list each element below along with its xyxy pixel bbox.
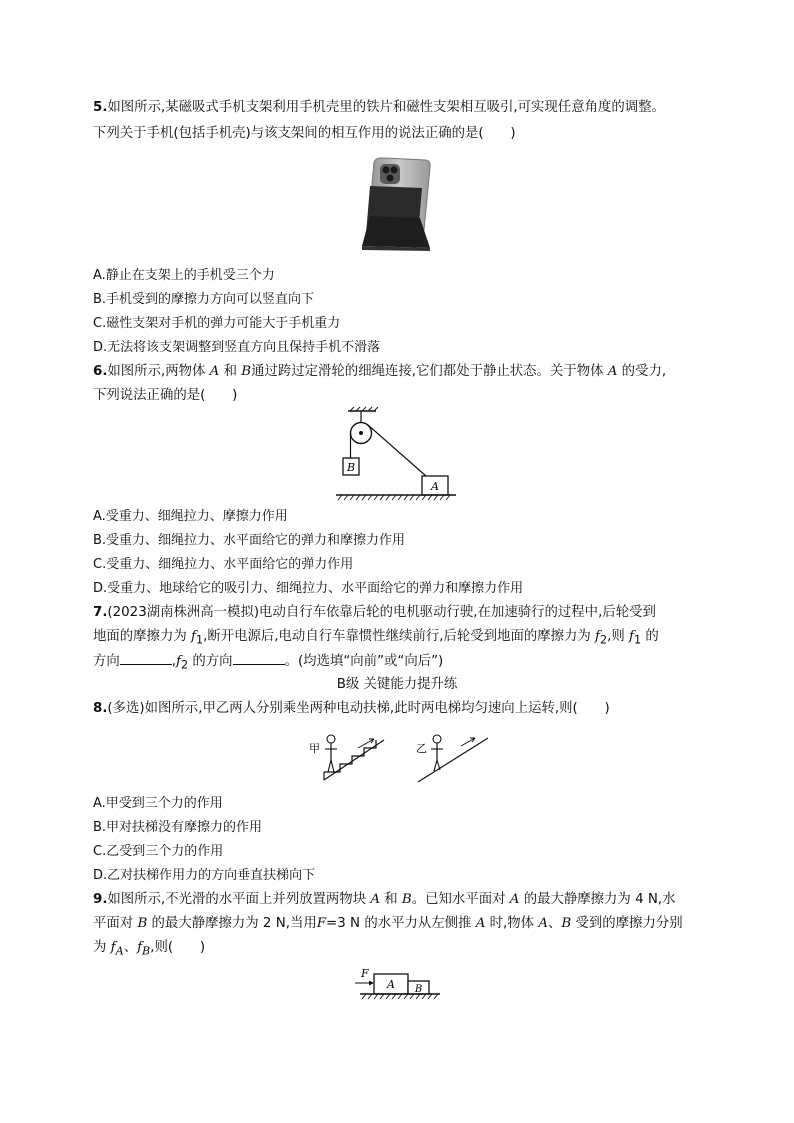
q6-option-c: C.受重力、细绳拉力、水平面给它的弹力作用 — [93, 557, 354, 572]
escalator-label-yi: 乙 — [416, 742, 427, 755]
q6-text-d: 的受力, — [617, 364, 667, 379]
q7-f1-sub: 1 — [195, 633, 204, 647]
q7-stem-line1 — [93, 603, 656, 623]
q6-option-a: A.受重力、细绳拉力、摩擦力作用 — [93, 509, 288, 524]
q9-text-2e: 、 — [548, 916, 562, 931]
q5-option-a: A.静止在支架上的手机受三个力 — [93, 268, 275, 283]
q7-f1b: f — [629, 629, 634, 644]
blocks-figure — [352, 966, 444, 1002]
q9-text-1a: 如图所示,不光滑的水平面上并列放置两物块 — [107, 892, 371, 907]
q5-text-1: 如图所示,某磁吸式手机支架利用手机壳里的铁片和磁性支架相互吸引,可实现任意角度的调整。 — [107, 100, 665, 115]
escalator-figure — [306, 728, 492, 784]
q5-option-b: B.手机受到的摩擦力方向可以竖直向下 — [93, 292, 315, 307]
q6-text-a: 如图所示,两物体 — [107, 364, 210, 379]
q6-text-c: 通过跨过定滑轮的细绳连接,它们都处于静止状态。关于物体 — [251, 364, 608, 379]
q9-text-3a: 为 — [93, 940, 111, 955]
q7-text-2b: ,断开电源后,电动自行车靠惯性继续前行,后轮受到地面的摩擦力为 — [203, 629, 596, 644]
q7-text-3c: 的方向 — [188, 654, 233, 669]
q7-f2: f — [595, 629, 601, 644]
q9-text-2c: =3 N 的水平力从左侧推 — [326, 916, 476, 931]
q9-var-a2: A — [509, 892, 520, 907]
q6-option-d: D.受重力、地球给它的吸引力、细绳拉力、水平面给它的弹力和摩擦力作用 — [93, 581, 524, 596]
q9-fa-sub: A — [115, 944, 124, 958]
q9-var-b3: B — [561, 916, 572, 931]
q9-stem-line2 — [93, 914, 683, 934]
q7-f2b: f — [176, 654, 182, 669]
blocks-label-f: F — [361, 967, 369, 980]
q9-stem-line1 — [93, 890, 676, 910]
q9-fb: f — [137, 940, 143, 955]
q7-f1b-sub: 1 — [634, 633, 642, 647]
q9-text-3b: 、 — [123, 940, 138, 955]
q9-text-2b: 的最大静摩擦力为 2 N,当用 — [147, 916, 317, 931]
pulley-label-a: A — [431, 480, 439, 493]
q7-stem-line3 — [93, 651, 443, 676]
blocks-label-a: A — [387, 978, 395, 991]
q7-text-2c: ,则 — [607, 629, 630, 644]
phone-holder-figure — [358, 156, 434, 252]
q8-option-a: A.甲受到三个力的作用 — [93, 796, 223, 811]
q8-option-d: D.乙对扶梯作用力的方向垂直扶梯向下 — [93, 868, 316, 883]
blocks-label-b: B — [414, 984, 423, 995]
q9-text-1d: 的最大静摩擦力为 4 N,水 — [519, 892, 676, 907]
q9-var-a3: A — [475, 916, 486, 931]
q7-text-1: (2023湖南株洲高一模拟)电动自行车依靠后轮的电机驱动行驶,在加速骑行的过程中,后轮受到 — [107, 605, 656, 620]
q6-var-b: B — [241, 364, 252, 379]
q7-f1: f — [191, 629, 196, 644]
q7-f2b-sub: 2 — [181, 658, 189, 672]
q9-text-2d: 时,物体 — [485, 916, 539, 931]
q7-blank-1[interactable] — [120, 651, 172, 665]
q5-number: 5. — [93, 100, 108, 115]
q6-var-a: A — [209, 364, 220, 379]
q6-stem-line1 — [93, 362, 666, 382]
q7-number: 7. — [93, 605, 108, 620]
q9-text-1c: 。已知水平面对 — [411, 892, 510, 907]
q9-text-2a: 平面对 — [93, 916, 138, 931]
q9-text-1b: 和 — [380, 892, 402, 907]
q8-text-1: (多选)如图所示,甲乙两人分别乘坐两种电动扶梯,此时两电梯均匀速向上运转,则( ) — [107, 701, 610, 716]
q6-text-b: 和 — [219, 364, 242, 379]
q7-text-2d: 的 — [641, 629, 659, 644]
q9-fa: f — [110, 940, 116, 955]
pulley-label-b: B — [346, 461, 356, 474]
section-b-heading: B级 关键能力提升练 — [336, 677, 458, 692]
q7-text-2a: 地面的摩擦力为 — [93, 629, 191, 644]
q6-stem-line2: 下列说法正确的是( ) — [93, 388, 238, 403]
escalator-label-jia: 甲 — [309, 742, 320, 755]
q8-option-c: C.乙受到三个力的作用 — [93, 844, 224, 859]
q9-text-3c: ,则( ) — [150, 940, 206, 955]
q9-var-b2: B — [137, 916, 148, 931]
q5-option-d: D.无法将该支架调整到竖直方向且保持手机不滑落 — [93, 340, 381, 355]
q9-var-a4: A — [538, 916, 548, 931]
q8-number: 8. — [93, 701, 108, 716]
q5-stem-line1 — [93, 98, 665, 118]
q7-stem-line2 — [93, 627, 659, 651]
q9-text-2f: 受到的摩擦力分别 — [571, 916, 683, 931]
q7-text-3d: 。(均选填“向前”或“向后”) — [284, 654, 444, 669]
pulley-figure — [334, 406, 464, 506]
q8-option-b: B.甲对扶梯没有摩擦力的作用 — [93, 820, 263, 835]
q9-fb-sub: B — [142, 944, 151, 958]
q9-var-f: F — [316, 916, 327, 931]
q9-number: 9. — [93, 892, 108, 907]
q8-stem-line1 — [93, 699, 610, 719]
q7-text-3b: , — [171, 654, 177, 669]
q5-option-c: C.磁性支架对手机的弹力可能大于手机重力 — [93, 316, 341, 331]
q6-number: 6. — [93, 364, 108, 379]
q6-var-a2: A — [607, 364, 618, 379]
q9-var-a: A — [370, 892, 381, 907]
q7-blank-2[interactable] — [233, 651, 285, 665]
q7-f2-sub: 2 — [600, 633, 608, 647]
q9-var-b: B — [401, 892, 412, 907]
q9-stem-line3 — [93, 938, 205, 962]
q5-stem-line2: 下列关于手机(包括手机壳)与该支架间的相互作用的说法正确的是( ) — [93, 126, 516, 141]
q6-option-b: B.受重力、细绳拉力、水平面给它的弹力和摩擦力作用 — [93, 533, 406, 548]
q7-text-3a: 方向 — [93, 654, 120, 669]
